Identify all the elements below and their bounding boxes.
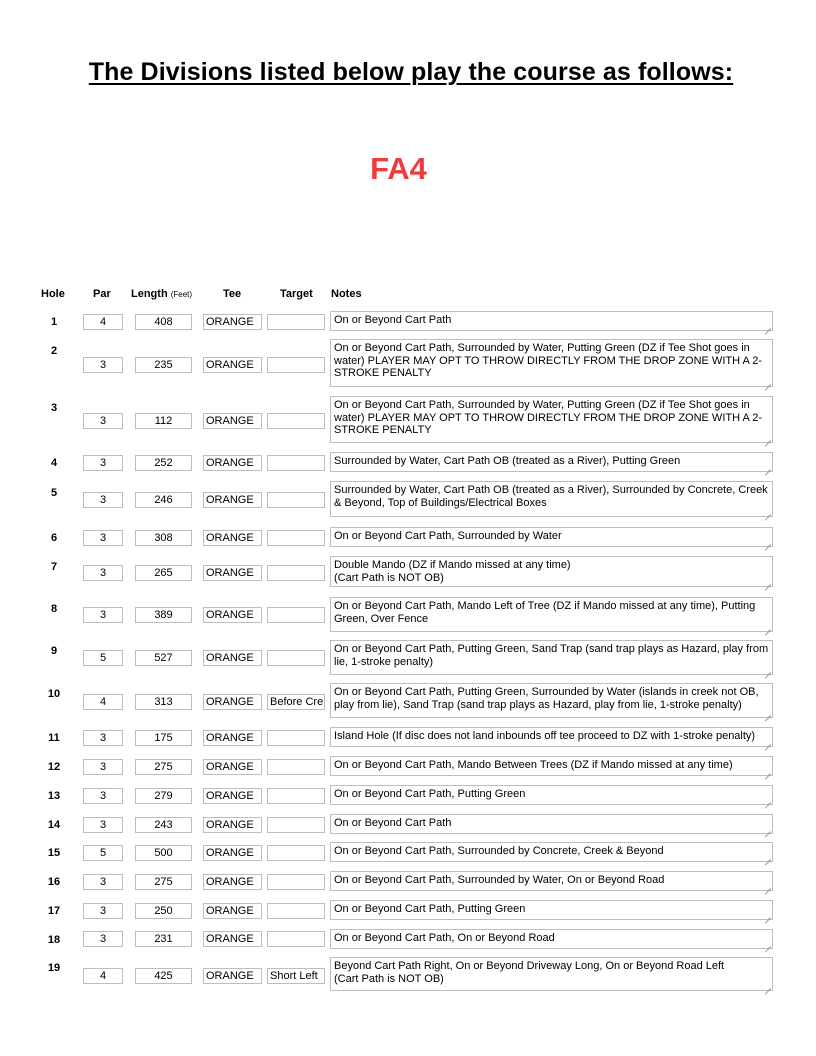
notes-field[interactable] bbox=[330, 683, 773, 718]
hole-number: 13 bbox=[47, 790, 61, 802]
length-field[interactable]: 275 bbox=[135, 874, 192, 890]
length-field[interactable]: 389 bbox=[135, 607, 192, 623]
notes-text: On or Beyond Cart Path, Surrounded by Water bbox=[334, 530, 562, 542]
target-field[interactable]: Before Cre bbox=[267, 694, 325, 710]
length-field[interactable]: 313 bbox=[135, 694, 192, 710]
hole-number: 5 bbox=[50, 487, 58, 499]
tee-field[interactable]: ORANGE bbox=[203, 968, 262, 984]
resize-handle-icon[interactable] bbox=[765, 826, 771, 832]
notes-text: On or Beyond Cart Path bbox=[334, 314, 452, 326]
notes-field[interactable] bbox=[330, 957, 773, 991]
par-field[interactable]: 3 bbox=[83, 874, 123, 890]
notes-text: Beyond Cart Path Right, On or Beyond Driveway Long, On or Beyond Road Left (Cart Path is NOT OB) bbox=[334, 960, 725, 985]
resize-handle-icon[interactable] bbox=[765, 768, 771, 774]
target-field[interactable] bbox=[267, 759, 325, 775]
tee-field[interactable]: ORANGE bbox=[203, 565, 262, 581]
hole-number: 16 bbox=[47, 876, 61, 888]
target-field[interactable] bbox=[267, 817, 325, 833]
hole-number: 2 bbox=[50, 345, 58, 357]
tee-field[interactable]: ORANGE bbox=[203, 413, 262, 429]
tee-field[interactable]: ORANGE bbox=[203, 874, 262, 890]
hole-number: 18 bbox=[47, 934, 61, 946]
notes-field[interactable] bbox=[330, 339, 773, 387]
header-hole: Hole bbox=[41, 288, 65, 300]
notes-text: Surrounded by Water, Cart Path OB (treated as a River), Putting Green bbox=[334, 455, 681, 467]
target-field[interactable] bbox=[267, 931, 325, 947]
notes-field[interactable] bbox=[330, 597, 773, 632]
resize-handle-icon[interactable] bbox=[765, 464, 771, 470]
header-length-unit: (Feet) bbox=[170, 290, 193, 299]
resize-handle-icon[interactable] bbox=[765, 941, 771, 947]
notes-field[interactable] bbox=[330, 481, 773, 517]
resize-handle-icon[interactable] bbox=[765, 379, 771, 385]
length-field[interactable]: 112 bbox=[135, 413, 192, 429]
target-field[interactable]: Short Left bbox=[267, 968, 325, 984]
notes-field[interactable] bbox=[330, 727, 773, 747]
hole-number: 15 bbox=[47, 847, 61, 859]
notes-field[interactable] bbox=[330, 842, 773, 862]
tee-field[interactable]: ORANGE bbox=[203, 455, 262, 471]
header-length bbox=[131, 288, 192, 300]
par-field[interactable]: 3 bbox=[83, 903, 123, 919]
hole-number: 10 bbox=[47, 688, 61, 700]
target-field[interactable] bbox=[267, 530, 325, 546]
length-field[interactable]: 527 bbox=[135, 650, 192, 666]
target-field[interactable] bbox=[267, 565, 325, 581]
length-field[interactable]: 279 bbox=[135, 788, 192, 804]
length-field[interactable]: 275 bbox=[135, 759, 192, 775]
notes-field[interactable] bbox=[330, 756, 773, 776]
hole-number: 11 bbox=[48, 732, 60, 744]
notes-field[interactable] bbox=[330, 640, 773, 675]
hole-number: 4 bbox=[50, 457, 58, 469]
par-field[interactable]: 3 bbox=[83, 931, 123, 947]
header-tee: Tee bbox=[223, 288, 242, 300]
resize-handle-icon[interactable] bbox=[765, 854, 771, 860]
notes-field[interactable] bbox=[330, 929, 773, 949]
notes-text: On or Beyond Cart Path, Mando Left of Tree (DZ if Mando missed at any time), Putting Green, Over Fence bbox=[334, 600, 756, 625]
hole-number: 19 bbox=[47, 962, 61, 974]
notes-text: On or Beyond Cart Path, Surrounded by Water, Putting Green (DZ if Tee Shot goes in water) PLAYER MAY OPT TO THROW DIRECTLY FROM THE DROP ZONE WITH A 2-STROKE PENALTY bbox=[334, 399, 763, 436]
notes-field[interactable] bbox=[330, 814, 773, 834]
tee-field[interactable]: ORANGE bbox=[203, 845, 262, 861]
length-field[interactable]: 308 bbox=[135, 530, 192, 546]
par-field[interactable]: 3 bbox=[83, 607, 123, 623]
notes-field[interactable] bbox=[330, 871, 773, 891]
resize-handle-icon[interactable] bbox=[765, 797, 771, 803]
notes-field[interactable] bbox=[330, 556, 773, 587]
par-field[interactable]: 4 bbox=[83, 968, 123, 984]
resize-handle-icon[interactable] bbox=[765, 883, 771, 889]
target-field[interactable] bbox=[267, 730, 325, 746]
notes-text: Double Mando (DZ if Mando missed at any time) (Cart Path is NOT OB) bbox=[334, 559, 571, 584]
notes-text: On or Beyond Cart Path, Surrounded by Concrete, Creek & Beyond bbox=[334, 845, 664, 857]
tee-field[interactable]: ORANGE bbox=[203, 730, 262, 746]
par-field[interactable]: 3 bbox=[83, 730, 123, 746]
notes-text: On or Beyond Cart Path, Mando Between Trees (DZ if Mando missed at any time) bbox=[334, 759, 733, 771]
resize-handle-icon[interactable] bbox=[765, 983, 771, 989]
length-field[interactable]: 235 bbox=[135, 357, 192, 373]
notes-text: On or Beyond Cart Path, On or Beyond Road bbox=[334, 932, 555, 944]
par-field[interactable]: 5 bbox=[83, 650, 123, 666]
header-length-label: Length bbox=[131, 288, 168, 300]
page-title: The Divisions listed below play the course as follows: bbox=[88, 58, 734, 86]
hole-number: 8 bbox=[50, 603, 58, 615]
notes-text: Surrounded by Water, Cart Path OB (treated as a River), Surrounded by Concrete, Creek & Beyond, Top of Buildings/Electrical Boxes bbox=[334, 484, 768, 509]
length-field[interactable]: 243 bbox=[135, 817, 192, 833]
tee-field[interactable]: ORANGE bbox=[203, 650, 262, 666]
tee-field[interactable]: ORANGE bbox=[203, 357, 262, 373]
target-field[interactable] bbox=[267, 788, 325, 804]
target-field[interactable] bbox=[267, 492, 325, 508]
target-field[interactable] bbox=[267, 357, 325, 373]
length-field[interactable]: 408 bbox=[135, 314, 192, 330]
notes-text: On or Beyond Cart Path, Surrounded by Water, Putting Green (DZ if Tee Shot goes in water) PLAYER MAY OPT TO THROW DIRECTLY FROM THE DROP ZONE WITH A 2-STROKE PENALTY bbox=[334, 342, 763, 379]
hole-number: 6 bbox=[50, 532, 58, 544]
hole-number: 14 bbox=[47, 819, 61, 831]
notes-field[interactable] bbox=[330, 452, 773, 472]
header-target: Target bbox=[280, 288, 313, 300]
resize-handle-icon[interactable] bbox=[765, 539, 771, 545]
notes-text: On or Beyond Cart Path, Putting Green, Sand Trap (sand trap plays as Hazard, play from lie, 1-stroke penalty) bbox=[334, 643, 769, 668]
header-notes: Notes bbox=[331, 288, 362, 300]
resize-handle-icon[interactable] bbox=[765, 912, 771, 918]
tee-field[interactable]: ORANGE bbox=[203, 931, 262, 947]
notes-text: On or Beyond Cart Path, Putting Green, Surrounded by Water (islands in creek not OB, play from lie), Sand Trap (sand trap plays as Hazard, play from lie, 1-stroke penalty) bbox=[334, 686, 759, 711]
target-field[interactable] bbox=[267, 903, 325, 919]
length-field[interactable]: 252 bbox=[135, 455, 192, 471]
notes-field[interactable] bbox=[330, 527, 773, 547]
par-field[interactable]: 3 bbox=[83, 788, 123, 804]
header-par: Par bbox=[93, 288, 111, 300]
par-field[interactable]: 3 bbox=[83, 455, 123, 471]
length-field[interactable]: 246 bbox=[135, 492, 192, 508]
par-field[interactable]: 3 bbox=[83, 530, 123, 546]
tee-field[interactable]: ORANGE bbox=[203, 817, 262, 833]
resize-handle-icon[interactable] bbox=[765, 739, 771, 745]
hole-number: 1 bbox=[50, 316, 58, 328]
par-field[interactable]: 3 bbox=[83, 413, 123, 429]
par-field[interactable]: 3 bbox=[83, 759, 123, 775]
resize-handle-icon[interactable] bbox=[765, 710, 771, 716]
notes-text: Island Hole (If disc does not land inbounds off tee proceed to DZ with 1-stroke penalty) bbox=[334, 730, 756, 742]
notes-text: On or Beyond Cart Path, Surrounded by Water, On or Beyond Road bbox=[334, 874, 665, 886]
resize-handle-icon[interactable] bbox=[765, 624, 771, 630]
resize-handle-icon[interactable] bbox=[765, 667, 771, 673]
length-field[interactable]: 250 bbox=[135, 903, 192, 919]
par-field[interactable]: 3 bbox=[83, 817, 123, 833]
length-field[interactable]: 425 bbox=[135, 968, 192, 984]
hole-number: 17 bbox=[47, 905, 61, 917]
notes-field[interactable] bbox=[330, 785, 773, 805]
tee-field[interactable]: ORANGE bbox=[203, 492, 262, 508]
tee-field[interactable]: ORANGE bbox=[203, 607, 262, 623]
length-field[interactable]: 265 bbox=[135, 565, 192, 581]
target-field[interactable] bbox=[267, 650, 325, 666]
par-field[interactable]: 5 bbox=[83, 845, 123, 861]
tee-field[interactable]: ORANGE bbox=[203, 759, 262, 775]
notes-text: On or Beyond Cart Path, Putting Green bbox=[334, 903, 526, 915]
notes-field[interactable] bbox=[330, 900, 773, 920]
notes-text: On or Beyond Cart Path bbox=[334, 817, 452, 829]
target-field[interactable] bbox=[267, 314, 325, 330]
target-field[interactable] bbox=[267, 413, 325, 429]
par-field[interactable]: 4 bbox=[83, 314, 123, 330]
par-field[interactable]: 4 bbox=[83, 694, 123, 710]
length-field[interactable]: 500 bbox=[135, 845, 192, 861]
notes-field[interactable] bbox=[330, 396, 773, 443]
notes-field[interactable] bbox=[330, 311, 773, 331]
resize-handle-icon[interactable] bbox=[765, 579, 771, 585]
length-field[interactable]: 231 bbox=[135, 931, 192, 947]
resize-handle-icon[interactable] bbox=[765, 509, 771, 515]
division-name: FA4 bbox=[370, 151, 427, 186]
tee-field[interactable]: ORANGE bbox=[203, 314, 262, 330]
par-field[interactable]: 3 bbox=[83, 492, 123, 508]
hole-number: 9 bbox=[50, 645, 58, 657]
resize-handle-icon[interactable] bbox=[765, 435, 771, 441]
target-field[interactable] bbox=[267, 874, 325, 890]
hole-number: 7 bbox=[50, 561, 58, 573]
target-field[interactable] bbox=[267, 607, 325, 623]
tee-field[interactable]: ORANGE bbox=[203, 530, 262, 546]
notes-text: On or Beyond Cart Path, Putting Green bbox=[334, 788, 526, 800]
tee-field[interactable]: ORANGE bbox=[203, 788, 262, 804]
par-field[interactable]: 3 bbox=[83, 357, 123, 373]
length-field[interactable]: 175 bbox=[135, 730, 192, 746]
target-field[interactable] bbox=[267, 455, 325, 471]
hole-number: 12 bbox=[47, 761, 61, 773]
resize-handle-icon[interactable] bbox=[765, 323, 771, 329]
tee-field[interactable]: ORANGE bbox=[203, 694, 262, 710]
tee-field[interactable]: ORANGE bbox=[203, 903, 262, 919]
target-field[interactable] bbox=[267, 845, 325, 861]
par-field[interactable]: 3 bbox=[83, 565, 123, 581]
hole-number: 3 bbox=[50, 402, 58, 414]
